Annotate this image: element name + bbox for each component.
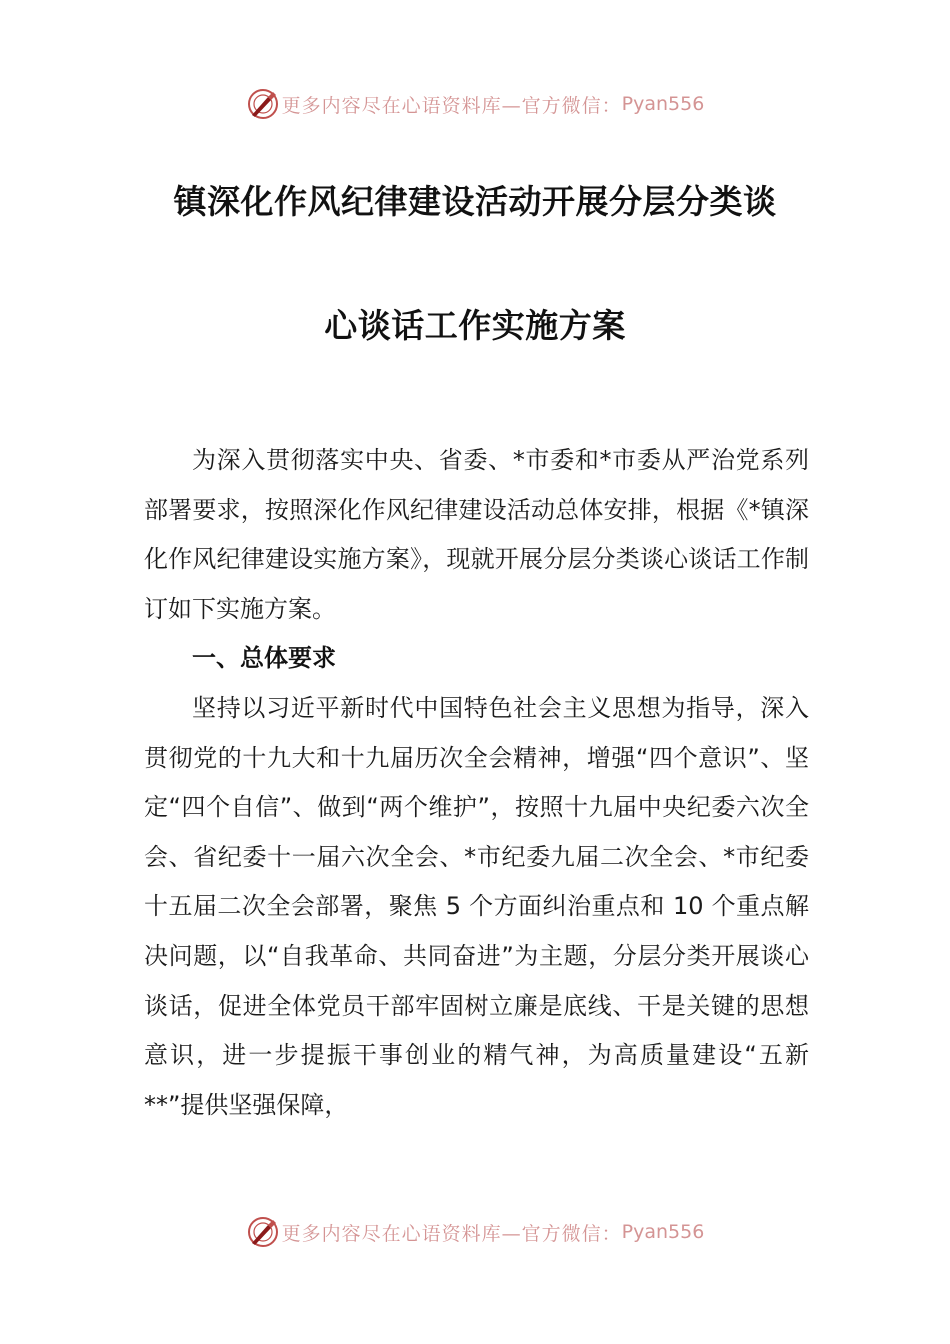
intro-paragraph: 为深入贯彻落实中央、省委、*市委和*市委从严治党系列部署要求，按照深化作风纪律建设活动总体安排，根据《*镇深化作风纪律建设实施方案》，现就开展分层分类谈心谈话工作制订如下实施方案。	[144, 446, 809, 623]
header-banner	[0, 84, 950, 124]
pen-circle-logo-icon	[246, 87, 280, 121]
wechat-id: Pyan556	[621, 1221, 705, 1243]
section-heading: 一、总体要求	[192, 644, 336, 673]
wechat-id: Pyan556	[621, 93, 705, 115]
document-title-line2: 心谈话工作实施方案	[324, 306, 626, 345]
banner-text: 更多内容尽在心语资料库—官方微信：	[281, 94, 622, 117]
section-paragraph: 坚持以习近平新时代中国特色社会主义思想为指导，深入贯彻党的十九大和十九届历次全会精神，增强“四个意识”、坚定“四个自信”、做到“两个维护”，按照十九届中央纪委六次全会、省纪委十一届六次全会、*市纪委九届二次全会、*市纪委十五届二次全会部署，聚焦 5 个方面纠治重点和 10 个重点解决问题，以“自我革命、共同奋进”为主题，分层分类开展谈心谈话，促进全体党员干部牢固树立廉是底线、干是关键的思想意识，进一步提振干事创业的精气神，为高质量建设“五新**”提供坚强保障，	[144, 693, 809, 1119]
document-body	[144, 436, 809, 1130]
document-title-line1: 镇深化作风纪律建设活动开展分层分类谈	[173, 182, 777, 221]
pen-circle-logo-icon	[246, 1215, 280, 1249]
banner-text: 更多内容尽在心语资料库—官方微信：	[281, 1222, 622, 1245]
footer-banner	[0, 1212, 950, 1252]
